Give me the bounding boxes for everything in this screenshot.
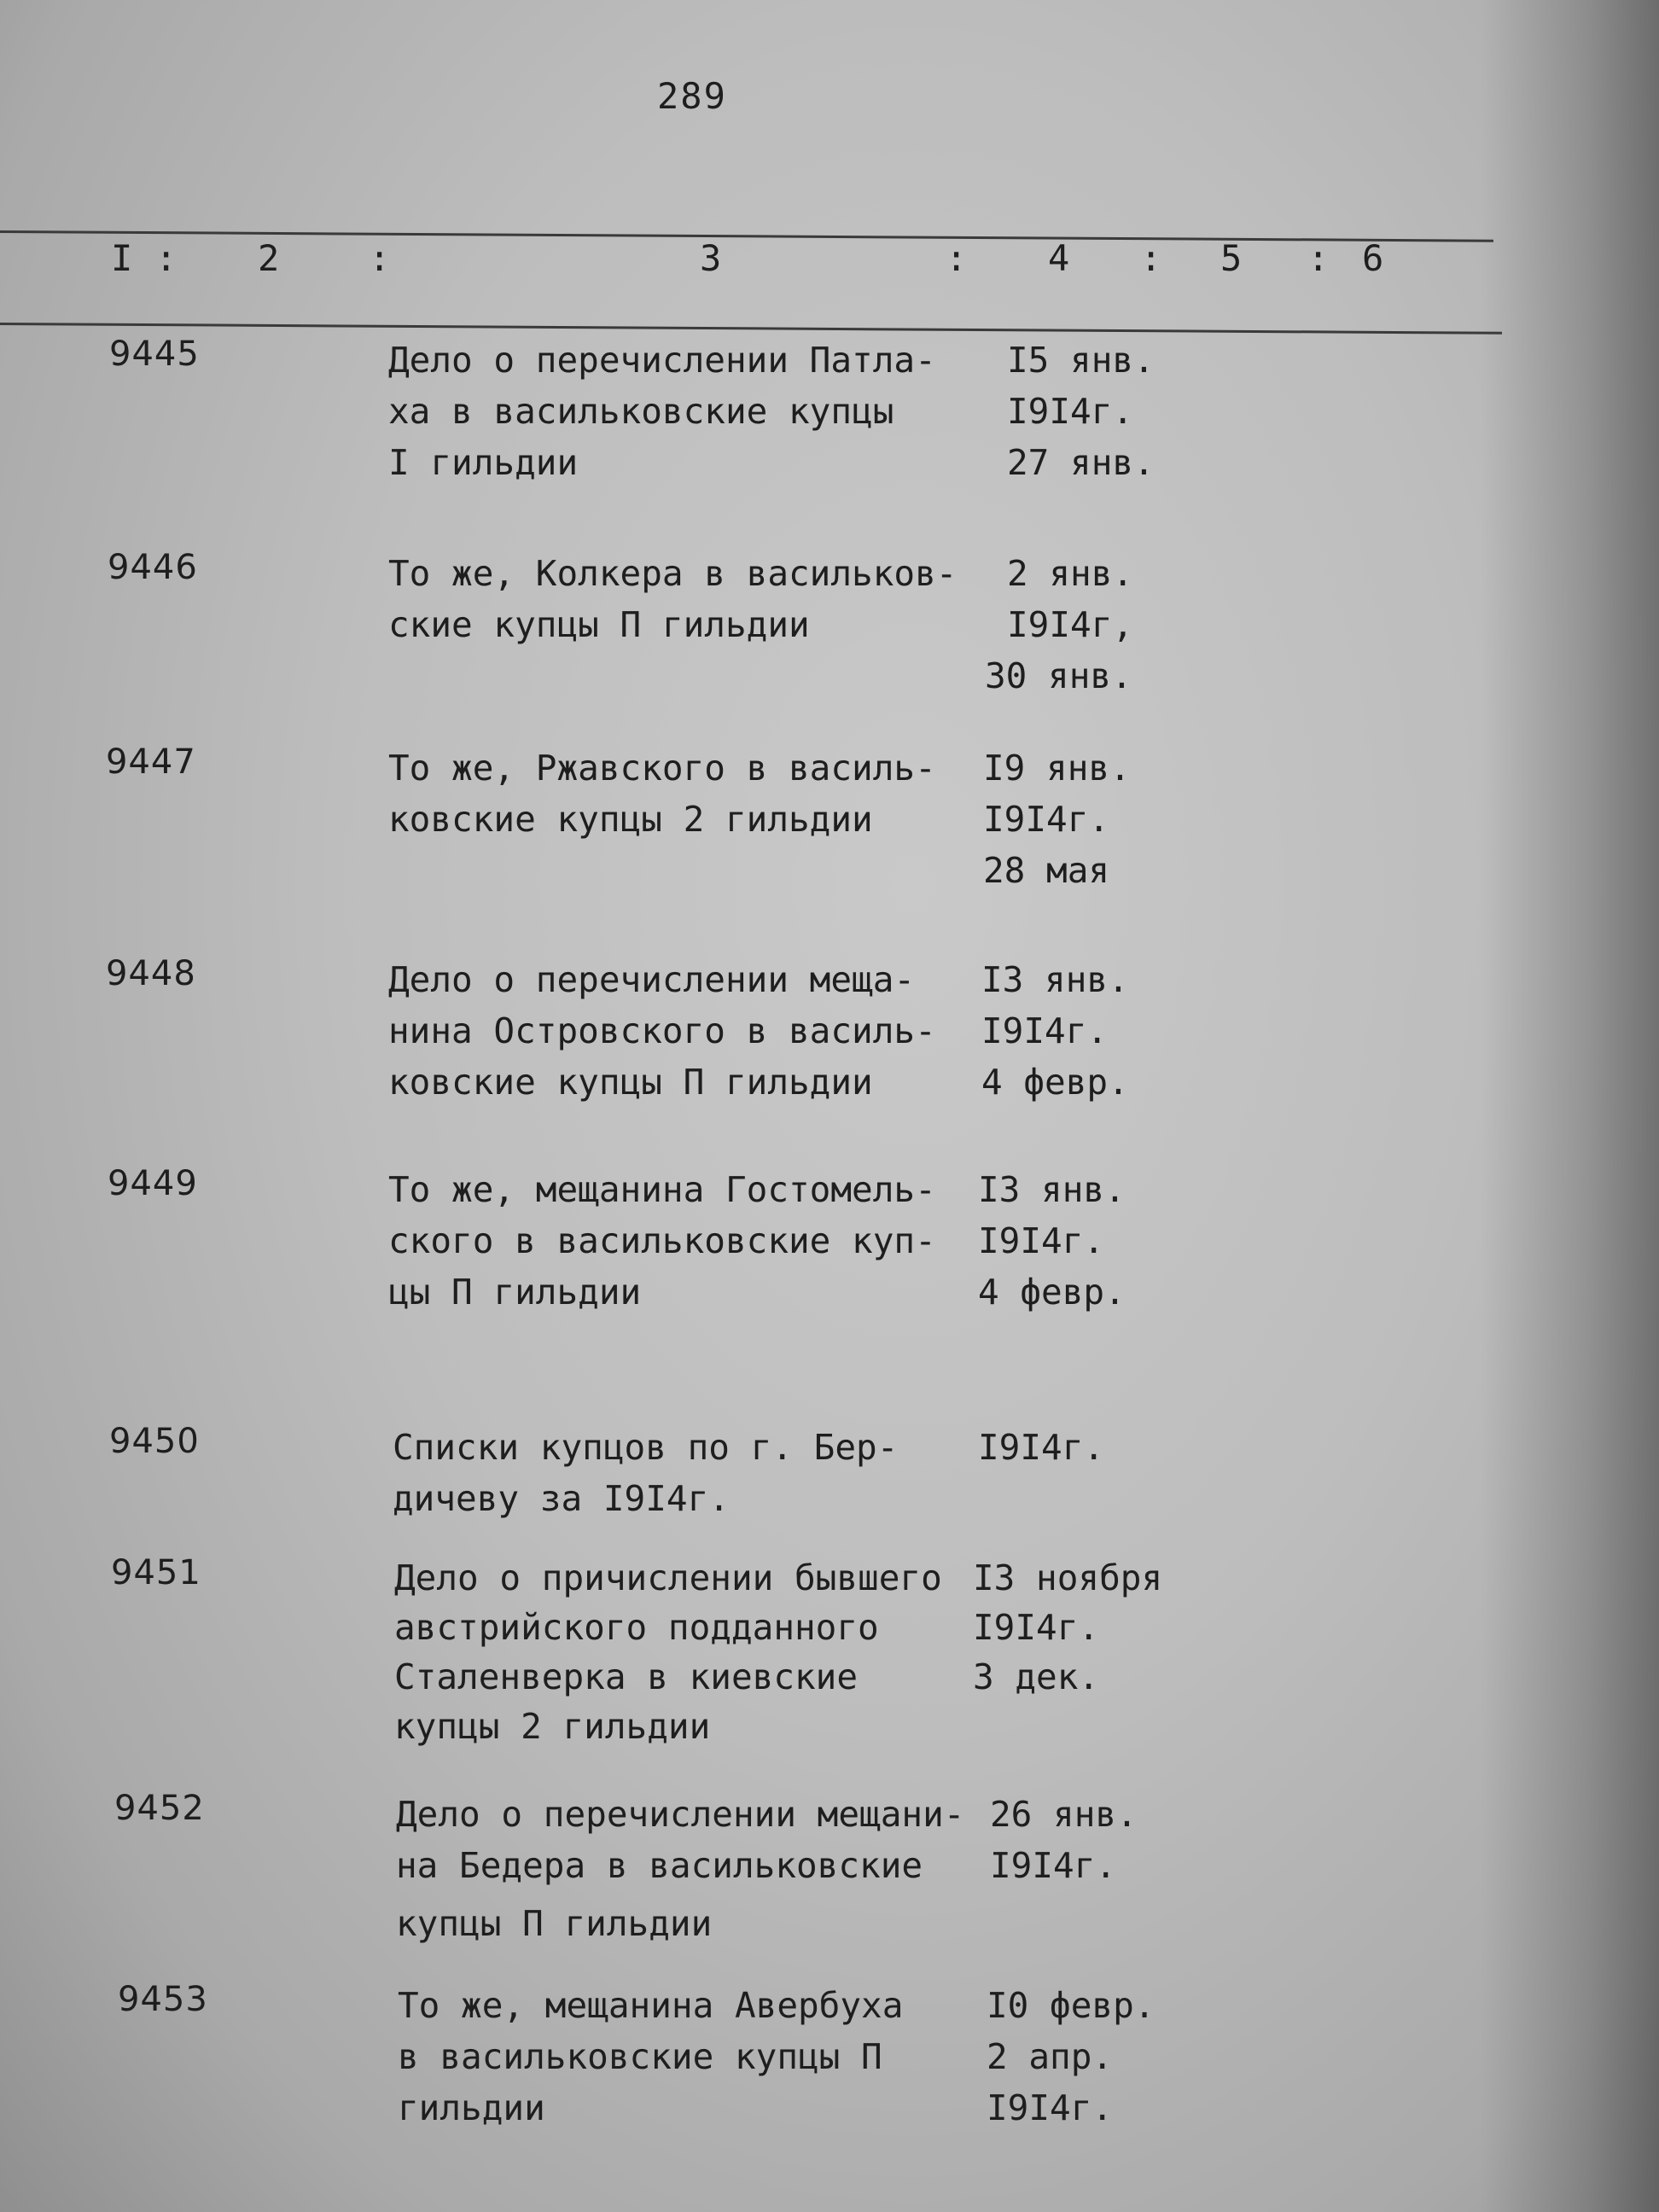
entry-description [388, 954, 986, 1108]
column-header-1: I [111, 237, 133, 279]
entry-dates [985, 548, 1220, 701]
date-line: 2 апр. [987, 2036, 1114, 2077]
description-line: Списки купцов по г. Бер- [393, 1427, 899, 1468]
entry-number: 9451 [111, 1553, 201, 1592]
column-separator: : [369, 237, 391, 279]
description-line: ские купцы П гильдии [388, 604, 810, 645]
entry-number: 9449 [108, 1164, 198, 1203]
column-separator: : [1140, 237, 1162, 279]
date-line: I9I4г. [973, 1607, 1100, 1648]
column-separator: : [946, 237, 968, 279]
date-line: 4 февр. [978, 1272, 1126, 1313]
header-rule-bottom [0, 323, 1502, 335]
date-line: 3 дек. [973, 1656, 1100, 1697]
entry-dates [983, 742, 1196, 896]
description-line: купцы 2 гильдии [394, 1706, 711, 1747]
description-line: купцы П гильдии [396, 1903, 713, 1944]
column-header-4: 4 [1048, 237, 1070, 279]
description-line: То же, Колкера в васильков- [388, 553, 958, 594]
entry-number: 9450 [109, 1422, 200, 1461]
entry-number: 9447 [106, 742, 196, 782]
entry-number: 9445 [109, 335, 200, 374]
date-line: I9I4г. [978, 1220, 1105, 1261]
column-header-3: 3 [700, 237, 722, 279]
date-line: 2 янв. [1007, 553, 1134, 594]
description-line: ского в васильковские куп- [388, 1220, 936, 1261]
entry-dates [990, 1789, 1203, 1891]
description-line: То же, мещанина Гостомель- [388, 1169, 936, 1210]
entry-description [388, 1164, 986, 1318]
date-line: I9I4г. [983, 799, 1110, 840]
description-line: ковские купцы 2 гильдии [388, 799, 873, 840]
date-line: 27 янв. [1007, 442, 1155, 483]
entry-description [388, 548, 986, 650]
entry-description [398, 1980, 995, 2133]
date-line: I3 ноября [973, 1557, 1163, 1598]
entry-dates [973, 1553, 1186, 1702]
column-header-5: 5 [1220, 237, 1243, 279]
entry-number: 9446 [108, 548, 198, 587]
entry-number: 9453 [118, 1980, 208, 2019]
description-line: Дело о перечислении меща- [388, 959, 916, 1000]
description-line: австрийского подданного [394, 1607, 879, 1648]
column-separator: : [1307, 237, 1330, 279]
entry-number: 9448 [106, 954, 196, 993]
entry-dates [1007, 335, 1220, 488]
description-line: Сталенверка в киевские [394, 1656, 859, 1697]
date-line: I9 янв. [983, 748, 1131, 789]
page-number: 289 [657, 75, 727, 117]
date-line: 30 янв. [985, 655, 1132, 696]
description-line: цы П гильдии [388, 1272, 642, 1313]
description-line: Дело о перечислении мещани- [396, 1794, 965, 1835]
entry-description [388, 335, 986, 488]
date-line: I5 янв. [1007, 340, 1155, 381]
description-line: на Бедера в васильковские [396, 1845, 923, 1886]
header-rule-top [0, 230, 1493, 242]
date-line: 4 февр. [981, 1062, 1129, 1103]
date-line: 28 мая [983, 850, 1110, 891]
entry-dates [978, 1164, 1191, 1318]
description-line: ха в васильковские купцы [388, 391, 894, 432]
column-header-6: 6 [1362, 237, 1384, 279]
description-line: дичеву за I9I4г. [393, 1478, 730, 1519]
date-line: I9I4г. [1007, 391, 1134, 432]
entry-dates [981, 954, 1195, 1108]
description-line: То же, мещанина Авербуха [398, 1985, 904, 2026]
date-line: I9I4г, [1007, 604, 1134, 645]
description-line: в васильковские купцы П [398, 2036, 882, 2077]
description-line: Дело о перечислении Патла- [388, 340, 936, 381]
entry-number: 9452 [114, 1789, 205, 1828]
description-line: ковские купцы П гильдии [388, 1062, 873, 1103]
date-line: I9I4г. [981, 1010, 1109, 1051]
column-separator: : [155, 237, 178, 279]
date-line: I9I4г. [987, 2087, 1114, 2128]
description-line: I гильдии [388, 442, 579, 483]
column-header-2: 2 [258, 237, 280, 279]
entry-dates [978, 1422, 1191, 1473]
date-line: I3 янв. [981, 959, 1129, 1000]
description-line: То же, Ржавского в василь- [388, 748, 936, 789]
description-line: гильдии [398, 2087, 545, 2128]
date-line: I9I4г. [978, 1427, 1105, 1468]
description-line: Дело о причислении бывшего [394, 1557, 942, 1598]
entry-description [394, 1553, 992, 1751]
entry-description [388, 742, 986, 845]
paper-shadow-edge [1480, 0, 1659, 2212]
date-line: I0 февр. [987, 1985, 1155, 2026]
date-line: 26 янв. [990, 1794, 1138, 1835]
date-line: I9I4г. [990, 1845, 1117, 1886]
date-line: I3 янв. [978, 1169, 1126, 1210]
entry-description [396, 1789, 993, 1949]
entry-description [393, 1422, 990, 1524]
description-line: нина Островского в василь- [388, 1010, 936, 1051]
entry-dates [987, 1980, 1200, 2133]
